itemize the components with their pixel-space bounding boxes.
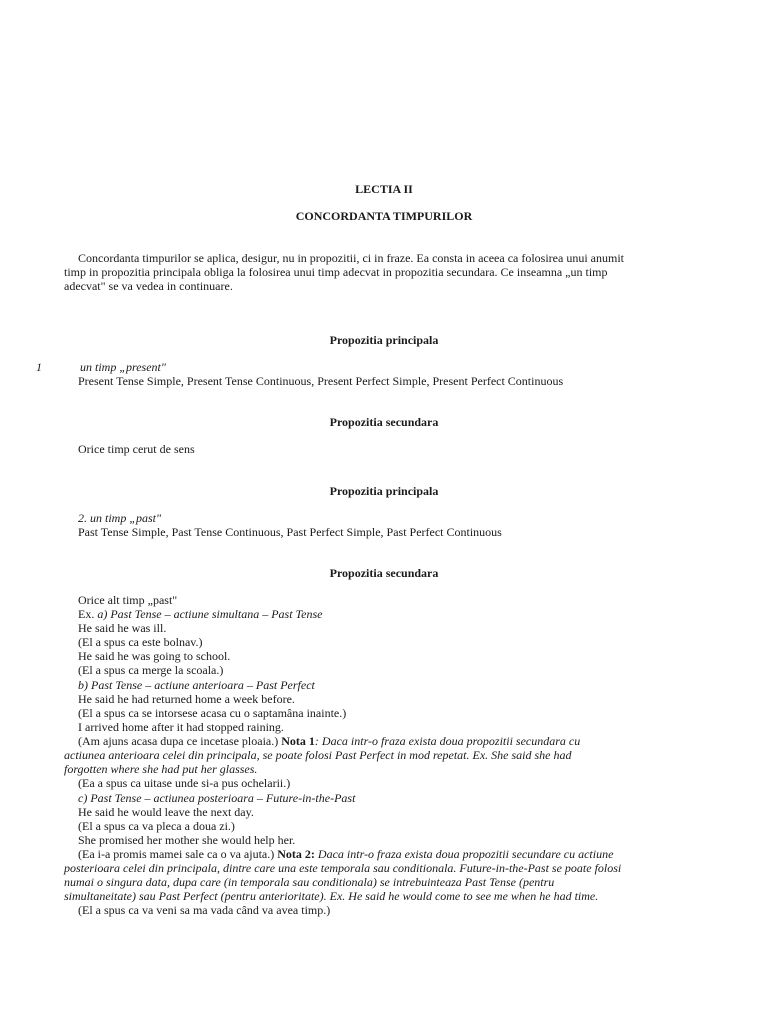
note-1-text-cont: forgotten where she had put her glasses. <box>64 762 258 776</box>
example-a-title: a) Past Tense – actiune simultana – Past Tense <box>97 607 323 621</box>
note-2-text: Daca intr-o fraza exista doua propozitii secundare cu actiune <box>314 847 614 861</box>
section1-number: 1 <box>36 360 42 374</box>
body-line: Orice alt timp „past" <box>78 593 178 607</box>
body-line: (El a spus ca se intorsese acasa cu o saptamâna inainte.) <box>78 706 347 720</box>
intro-line-1: Concordanta timpurilor se aplica, desigur, nu in propozitii, ci in fraze. Ea consta in aceea ca folosirea unui anumit <box>78 251 624 265</box>
note-2-text-cont: posterioara celei din principala, dintre care una este temporala sau conditionala. Future-in-the-Past se poate folosi <box>64 861 622 875</box>
example-b-title: b) Past Tense – actiune anterioara – Past Perfect <box>78 678 315 692</box>
note-2-text-cont: numai o singura data, dupa care (in temporala sau conditionala) se intrebuinteaza Past Tense (pentru <box>64 875 555 889</box>
body-line <box>78 734 580 748</box>
body-line: She promised her mother she would help her. <box>78 833 296 847</box>
section2-tense-label: 2. un timp „past" <box>78 511 162 525</box>
body-line: He said he was ill. <box>78 621 167 635</box>
body-line: He said he would leave the next day. <box>78 805 254 819</box>
body-line: I arrived home after it had stopped raining. <box>78 720 284 734</box>
body-line: He said he was going to school. <box>78 649 231 663</box>
intro-line-3: adecvat" se va vedea in continuare. <box>64 279 233 293</box>
section1-secondary-text: Orice timp cerut de sens <box>78 442 195 456</box>
body-line <box>78 607 322 621</box>
body-line: He said he had returned home a week before. <box>78 692 295 706</box>
body-line: (El a spus ca merge la scoala.) <box>78 663 224 677</box>
note-1-text: : Daca intr-o fraza exista doua propozitii secundara cu <box>314 734 581 748</box>
section1-heading-secondary: Propozitia secundara <box>329 415 439 429</box>
ex-prefix: Ex. <box>78 607 98 621</box>
body-line: (Ea a spus ca uitase unde si-a pus ochelarii.) <box>78 776 291 790</box>
section1-tense-label: un timp „present" <box>80 360 166 374</box>
note-1-text-cont: actiunea anterioara celei din principala, se poate folosi Past Perfect in mod repetat. Ex. She said she had <box>64 748 572 762</box>
note-2-text-cont: simultaneitate) sau Past Perfect (pentru anterioritate). Ex. He said he would come to see me when he had time. <box>64 889 599 903</box>
translation: (Ea i-a promis mamei sale ca o va ajuta.) <box>78 847 278 861</box>
section1-tenses: Present Tense Simple, Present Tense Continuous, Present Perfect Simple, Present Perfect Continuous <box>78 374 564 388</box>
translation: (Am ajuns acasa dupa ce incetase ploaia.) <box>78 734 282 748</box>
section2-tenses: Past Tense Simple, Past Tense Continuous, Past Perfect Simple, Past Perfect Continuous <box>78 525 502 539</box>
example-c-title: c) Past Tense – actiunea posterioara – Future-in-the-Past <box>78 791 356 805</box>
intro-line-2: timp in propozitia principala obliga la folosirea unui timp adecvat in propozitia secundara. Ce inseamna „un timp <box>64 265 608 279</box>
body-line: (El a spus ca va veni sa ma vada când va avea timp.) <box>78 903 331 917</box>
lesson-title: LECTIA II <box>355 182 413 196</box>
lesson-subtitle: CONCORDANTA TIMPURILOR <box>295 209 473 223</box>
body-line <box>78 847 613 861</box>
note-1-label: Nota 1 <box>281 734 315 748</box>
section2-heading-secondary: Propozitia secundara <box>329 566 439 580</box>
body-line: (El a spus ca este bolnav.) <box>78 635 203 649</box>
section1-heading-main: Propozitia principala <box>329 333 439 347</box>
section2-heading-main: Propozitia principala <box>329 484 439 498</box>
body-line: (El a spus ca va pleca a doua zi.) <box>78 819 235 833</box>
note-2-label: Nota 2: <box>277 847 315 861</box>
